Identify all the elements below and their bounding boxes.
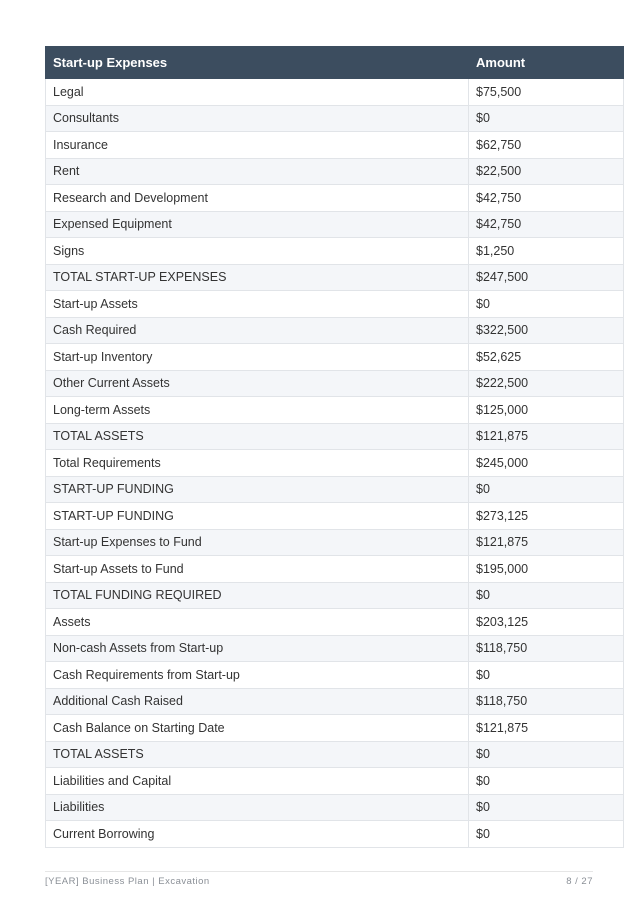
- row-label: Cash Balance on Starting Date: [46, 715, 469, 742]
- table-row: [46, 503, 624, 530]
- row-amount: $245,000: [469, 450, 624, 477]
- row-label: Expensed Equipment: [46, 211, 469, 238]
- table-row: [46, 423, 624, 450]
- row-label: Cash Requirements from Start-up: [46, 662, 469, 689]
- table-row: [46, 741, 624, 768]
- table-row: [46, 211, 624, 238]
- row-label: Start-up Assets to Fund: [46, 556, 469, 583]
- row-label: TOTAL ASSETS: [46, 423, 469, 450]
- table-row: [46, 556, 624, 583]
- table-row: [46, 476, 624, 503]
- table-row: [46, 821, 624, 848]
- table-row: [46, 158, 624, 185]
- row-label: Rent: [46, 158, 469, 185]
- row-label: Start-up Inventory: [46, 344, 469, 371]
- table-row: [46, 238, 624, 265]
- row-amount: $0: [469, 662, 624, 689]
- table-row: [46, 370, 624, 397]
- row-amount: $52,625: [469, 344, 624, 371]
- row-label: Start-up Expenses to Fund: [46, 529, 469, 556]
- row-amount: $121,875: [469, 529, 624, 556]
- row-label: Consultants: [46, 105, 469, 132]
- footer-divider: [45, 871, 593, 872]
- row-label: Signs: [46, 238, 469, 265]
- row-amount: $118,750: [469, 688, 624, 715]
- row-amount: $322,500: [469, 317, 624, 344]
- row-amount: $0: [469, 105, 624, 132]
- row-label: Current Borrowing: [46, 821, 469, 848]
- row-amount: $0: [469, 291, 624, 318]
- table-row: [46, 609, 624, 636]
- row-label: Liabilities: [46, 794, 469, 821]
- table-row: [46, 662, 624, 689]
- table-body: [46, 79, 624, 848]
- row-label: TOTAL FUNDING REQUIRED: [46, 582, 469, 609]
- row-amount: $0: [469, 476, 624, 503]
- table-row: [46, 344, 624, 371]
- footer-document-title: [YEAR] Business Plan | Excavation: [45, 876, 210, 887]
- table-row: [46, 450, 624, 477]
- row-label: Legal: [46, 79, 469, 106]
- row-amount: $203,125: [469, 609, 624, 636]
- row-amount: $0: [469, 741, 624, 768]
- table-row: [46, 768, 624, 795]
- row-label: Total Requirements: [46, 450, 469, 477]
- row-label: Research and Development: [46, 185, 469, 212]
- table-row: [46, 79, 624, 106]
- table-row: [46, 529, 624, 556]
- row-amount: $222,500: [469, 370, 624, 397]
- row-amount: $42,750: [469, 211, 624, 238]
- row-label: START-UP FUNDING: [46, 476, 469, 503]
- row-label: Other Current Assets: [46, 370, 469, 397]
- row-amount: $0: [469, 582, 624, 609]
- table-row: [46, 794, 624, 821]
- row-label: Start-up Assets: [46, 291, 469, 318]
- row-label: START-UP FUNDING: [46, 503, 469, 530]
- footer-page-number: 8 / 27: [566, 876, 593, 887]
- row-amount: $247,500: [469, 264, 624, 291]
- row-amount: $22,500: [469, 158, 624, 185]
- table-row: [46, 688, 624, 715]
- row-amount: $125,000: [469, 397, 624, 424]
- row-amount: $62,750: [469, 132, 624, 159]
- row-label: TOTAL START-UP EXPENSES: [46, 264, 469, 291]
- table-row: [46, 635, 624, 662]
- table-row: [46, 715, 624, 742]
- row-amount: $0: [469, 821, 624, 848]
- row-label: Liabilities and Capital: [46, 768, 469, 795]
- table-row: [46, 582, 624, 609]
- row-label: Assets: [46, 609, 469, 636]
- column-header-amount: Amount: [469, 47, 624, 79]
- table-row: [46, 397, 624, 424]
- table-row: [46, 264, 624, 291]
- row-amount: $42,750: [469, 185, 624, 212]
- row-amount: $273,125: [469, 503, 624, 530]
- row-label: Long-term Assets: [46, 397, 469, 424]
- row-label: Non-cash Assets from Start-up: [46, 635, 469, 662]
- row-amount: $0: [469, 768, 624, 795]
- table-row: [46, 291, 624, 318]
- table-row: [46, 132, 624, 159]
- table-row: [46, 185, 624, 212]
- row-amount: $118,750: [469, 635, 624, 662]
- startup-expenses-table: [45, 46, 624, 848]
- table-header-row: [46, 47, 624, 79]
- row-label: Cash Required: [46, 317, 469, 344]
- table-row: [46, 317, 624, 344]
- column-header-label: Start-up Expenses: [46, 47, 469, 79]
- row-amount: $195,000: [469, 556, 624, 583]
- row-amount: $1,250: [469, 238, 624, 265]
- table-row: [46, 105, 624, 132]
- row-label: TOTAL ASSETS: [46, 741, 469, 768]
- row-label: Insurance: [46, 132, 469, 159]
- row-label: Additional Cash Raised: [46, 688, 469, 715]
- row-amount: $0: [469, 794, 624, 821]
- row-amount: $121,875: [469, 715, 624, 742]
- row-amount: $121,875: [469, 423, 624, 450]
- row-amount: $75,500: [469, 79, 624, 106]
